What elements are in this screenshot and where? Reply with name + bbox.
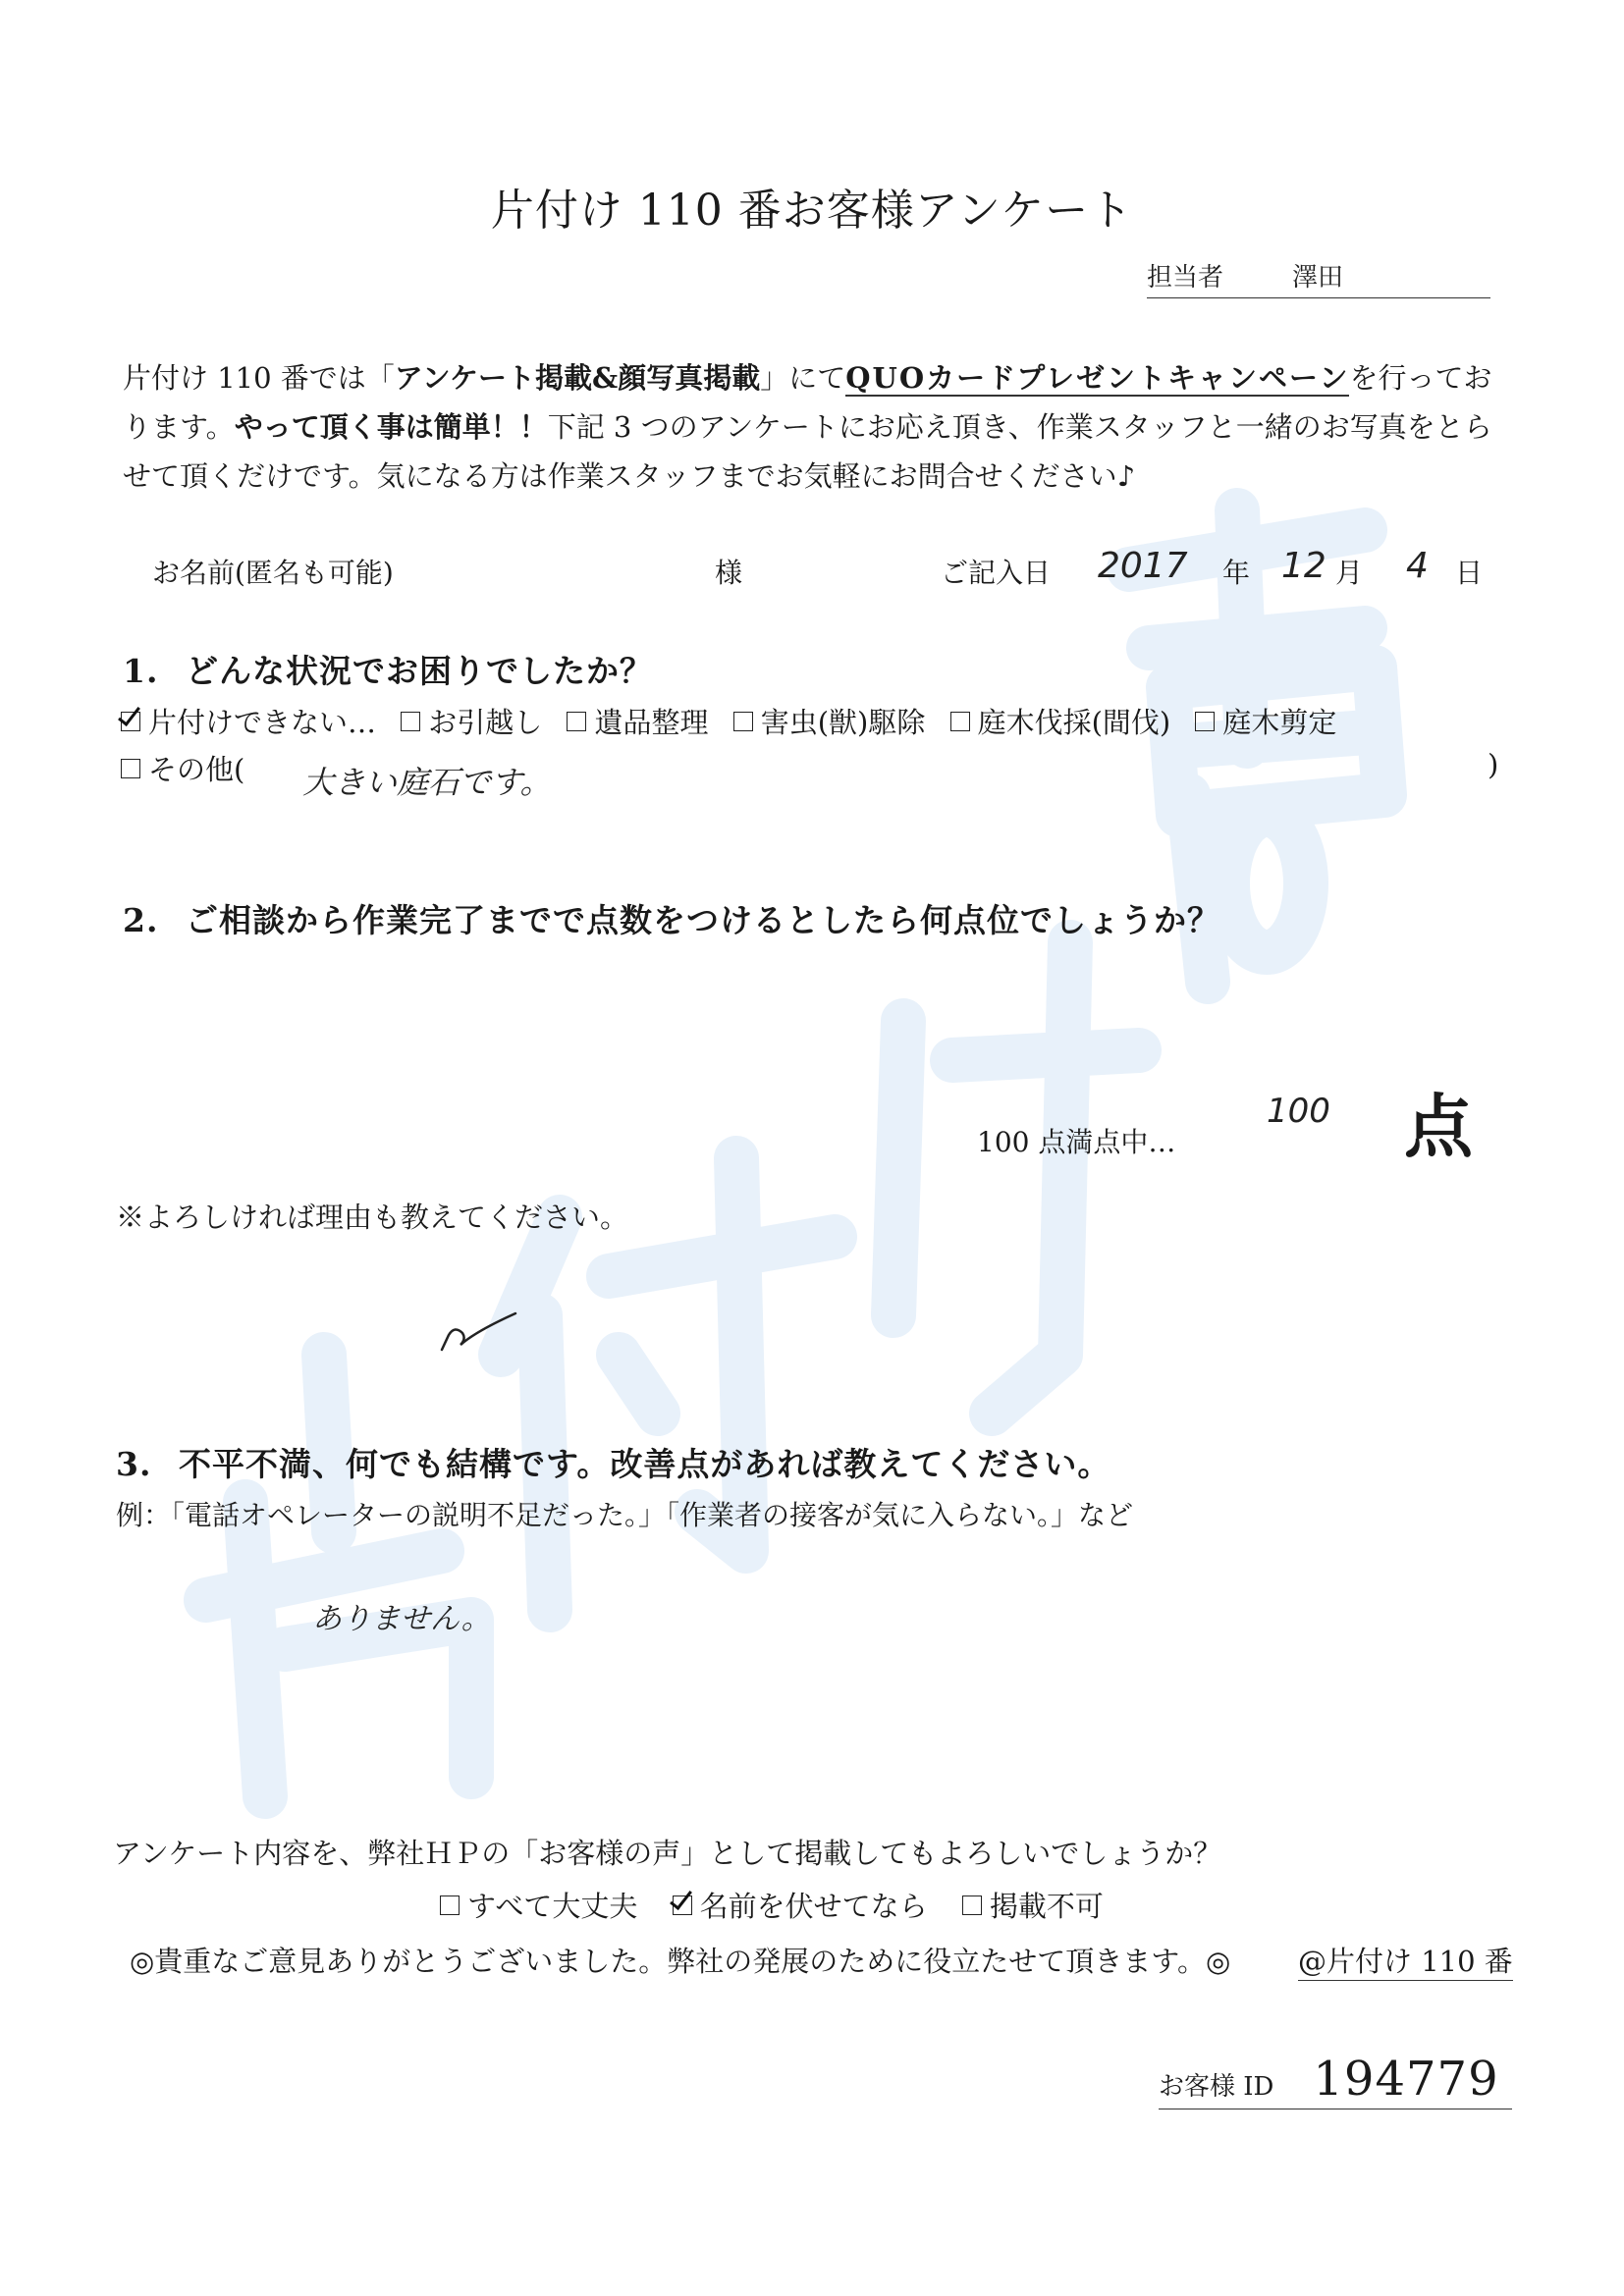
- question-3-number: 3.: [116, 1445, 152, 1483]
- checkbox[interactable]: [401, 712, 420, 731]
- other-close-paren: ): [1488, 748, 1499, 781]
- score-unit: 点: [1404, 1086, 1473, 1167]
- question-3-answer-handwritten: ありません。: [312, 1602, 491, 1636]
- intro-bold-1: アンケート掲載&顔写真掲載: [394, 361, 761, 395]
- day-unit: 日: [1455, 557, 1484, 589]
- staff-label: 担当者: [1147, 263, 1224, 293]
- option-label: 掲載不可: [989, 1890, 1104, 1923]
- score-prefix: 100 点満点中…: [977, 1126, 1176, 1158]
- date-label: ご記入日: [941, 557, 1052, 589]
- thanks-message: ◎貴重なご意見ありがとうございました。弊社の発展のために役立たせて頂きます。◎: [130, 1945, 1231, 1978]
- option-label: 庭木剪定: [1222, 706, 1337, 739]
- question-1-text: どんな状況でお困りでしたか？: [186, 652, 653, 690]
- option-hikkoshi[interactable]: [401, 706, 542, 739]
- option-gaichu-kujo[interactable]: [733, 706, 926, 739]
- checkbox[interactable]: [733, 712, 753, 731]
- checkbox[interactable]: [1195, 712, 1215, 731]
- intro-text-2: 」にて: [760, 361, 846, 395]
- intro-text-3: を行っております。: [123, 361, 1492, 444]
- option-other[interactable]: [121, 748, 244, 788]
- option-label: 庭木伐採(間伐): [977, 706, 1171, 739]
- option-label: 害虫(獣)駆除: [760, 706, 926, 739]
- question-3-text: 不平不満、何でも結構です。改善点があれば教えてください。: [179, 1445, 1111, 1483]
- intro-text-1: 片付け 110 番では「: [123, 361, 395, 395]
- publish-option-not-allowed[interactable]: [962, 1890, 1104, 1923]
- option-label: 片付けできない…: [148, 706, 377, 739]
- other-label: その他(: [148, 753, 245, 786]
- option-katazuke[interactable]: [121, 706, 376, 739]
- question-1-number: 1.: [123, 652, 159, 690]
- checkbox-checked[interactable]: [121, 712, 140, 731]
- name-honorific: 様: [715, 557, 743, 589]
- brand-handle: @片付け 110 番: [1298, 1940, 1513, 1981]
- page-title: 片付け 110 番お客様アンケート: [490, 186, 1134, 236]
- other-answer-handwritten: 大きい庭石です。: [302, 764, 552, 801]
- question-1-heading: [123, 646, 653, 692]
- question-2-heading: [123, 895, 1220, 941]
- intro-bold-2: やって頂く事は簡単！！: [234, 410, 548, 444]
- option-label: 名前を伏せてなら: [699, 1890, 928, 1923]
- date-month: 12: [1281, 546, 1326, 586]
- year-unit: 年: [1222, 557, 1251, 589]
- checkbox[interactable]: [567, 712, 586, 731]
- checkbox[interactable]: [962, 1896, 982, 1915]
- date-day: 4: [1406, 546, 1429, 586]
- date-year: 2017: [1098, 546, 1188, 586]
- publish-option-all-ok[interactable]: [440, 1890, 637, 1923]
- checkbox-checked[interactable]: [673, 1896, 692, 1915]
- checkbox[interactable]: [121, 759, 140, 778]
- question-1-options: [121, 701, 1336, 741]
- customer-id-label: お客様 ID: [1159, 2072, 1274, 2102]
- question-2-number: 2.: [123, 901, 159, 939]
- checkbox[interactable]: [440, 1896, 460, 1915]
- customer-id-field: [1159, 2052, 1512, 2109]
- publish-options: [440, 1885, 1104, 1925]
- option-niwaki-sentei[interactable]: [1195, 706, 1336, 739]
- option-label: お引越し: [428, 706, 543, 739]
- staff-name: 澤田: [1292, 263, 1344, 293]
- reason-label: ※よろしければ理由も教えてください。: [116, 1201, 629, 1234]
- publish-question: アンケート内容を、弊社ＨＰの「お客様の声」として掲載してもよろしいでしょうか？: [113, 1837, 1222, 1870]
- month-unit: 月: [1335, 557, 1364, 589]
- name-label: お名前(匿名も可能): [152, 557, 394, 589]
- handwritten-mark: [437, 1306, 525, 1355]
- checkbox[interactable]: [950, 712, 970, 731]
- option-label: 遺品整理: [594, 706, 709, 739]
- score-value-handwritten: 100: [1267, 1092, 1330, 1131]
- publish-option-anonymous[interactable]: [673, 1890, 928, 1923]
- question-3-heading: [116, 1439, 1110, 1485]
- option-niwaki-bassai[interactable]: [950, 706, 1171, 739]
- intro-paragraph: [123, 353, 1517, 501]
- customer-id-value: 194779: [1313, 2052, 1499, 2107]
- option-ihin-seiri[interactable]: [567, 706, 708, 739]
- campaign-name: QUOカードプレゼントキャンペーン: [845, 361, 1350, 395]
- staff-field: [1147, 257, 1490, 298]
- option-label: すべて大丈夫: [467, 1890, 638, 1923]
- question-3-example: 例：「電話オペレーターの説明不足だった。」「作業者の接客が気に入らない。」など: [116, 1499, 1134, 1531]
- question-2-text: ご相談から作業完了までで点数をつけるとしたら何点位でしょうか？: [186, 901, 1220, 939]
- intro-text-4: 下記 3 つのアンケートにお応え頂き、作業スタッフと一緒のお写真をとらせて頂くだけです。気になる方は作業スタッフまでお気軽にお問合せください♪: [123, 410, 1492, 493]
